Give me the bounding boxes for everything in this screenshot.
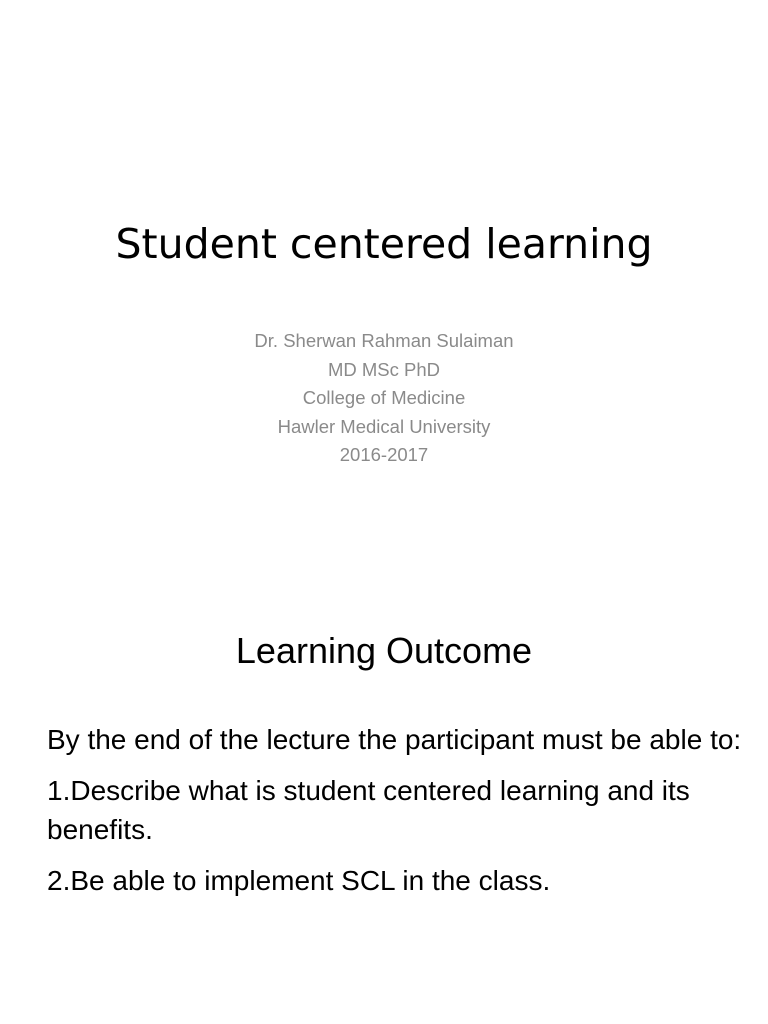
author-university: Hawler Medical University — [277, 415, 491, 437]
slide-title: Student centered learning — [115, 220, 653, 268]
slide-subtitle — [0, 327, 768, 470]
outcome-item-1: 1.Describe what is student centered learning and its benefits. — [47, 775, 690, 845]
learning-outcome-slide — [0, 576, 768, 1024]
intro-paragraph: By the end of the lecture the participant must be able to: — [47, 724, 742, 755]
author-name: Dr. Sherwan Rahman Sulaiman — [254, 330, 514, 351]
slide-body — [47, 720, 747, 912]
slide-heading: Learning Outcome — [235, 630, 533, 671]
author-college: College of Medicine — [302, 387, 466, 408]
outcome-item-2: 2.Be able to implement SCL in the class. — [47, 865, 551, 896]
academic-year: 2016-2017 — [339, 444, 429, 465]
author-degrees: MD MSc PhD — [327, 358, 441, 380]
